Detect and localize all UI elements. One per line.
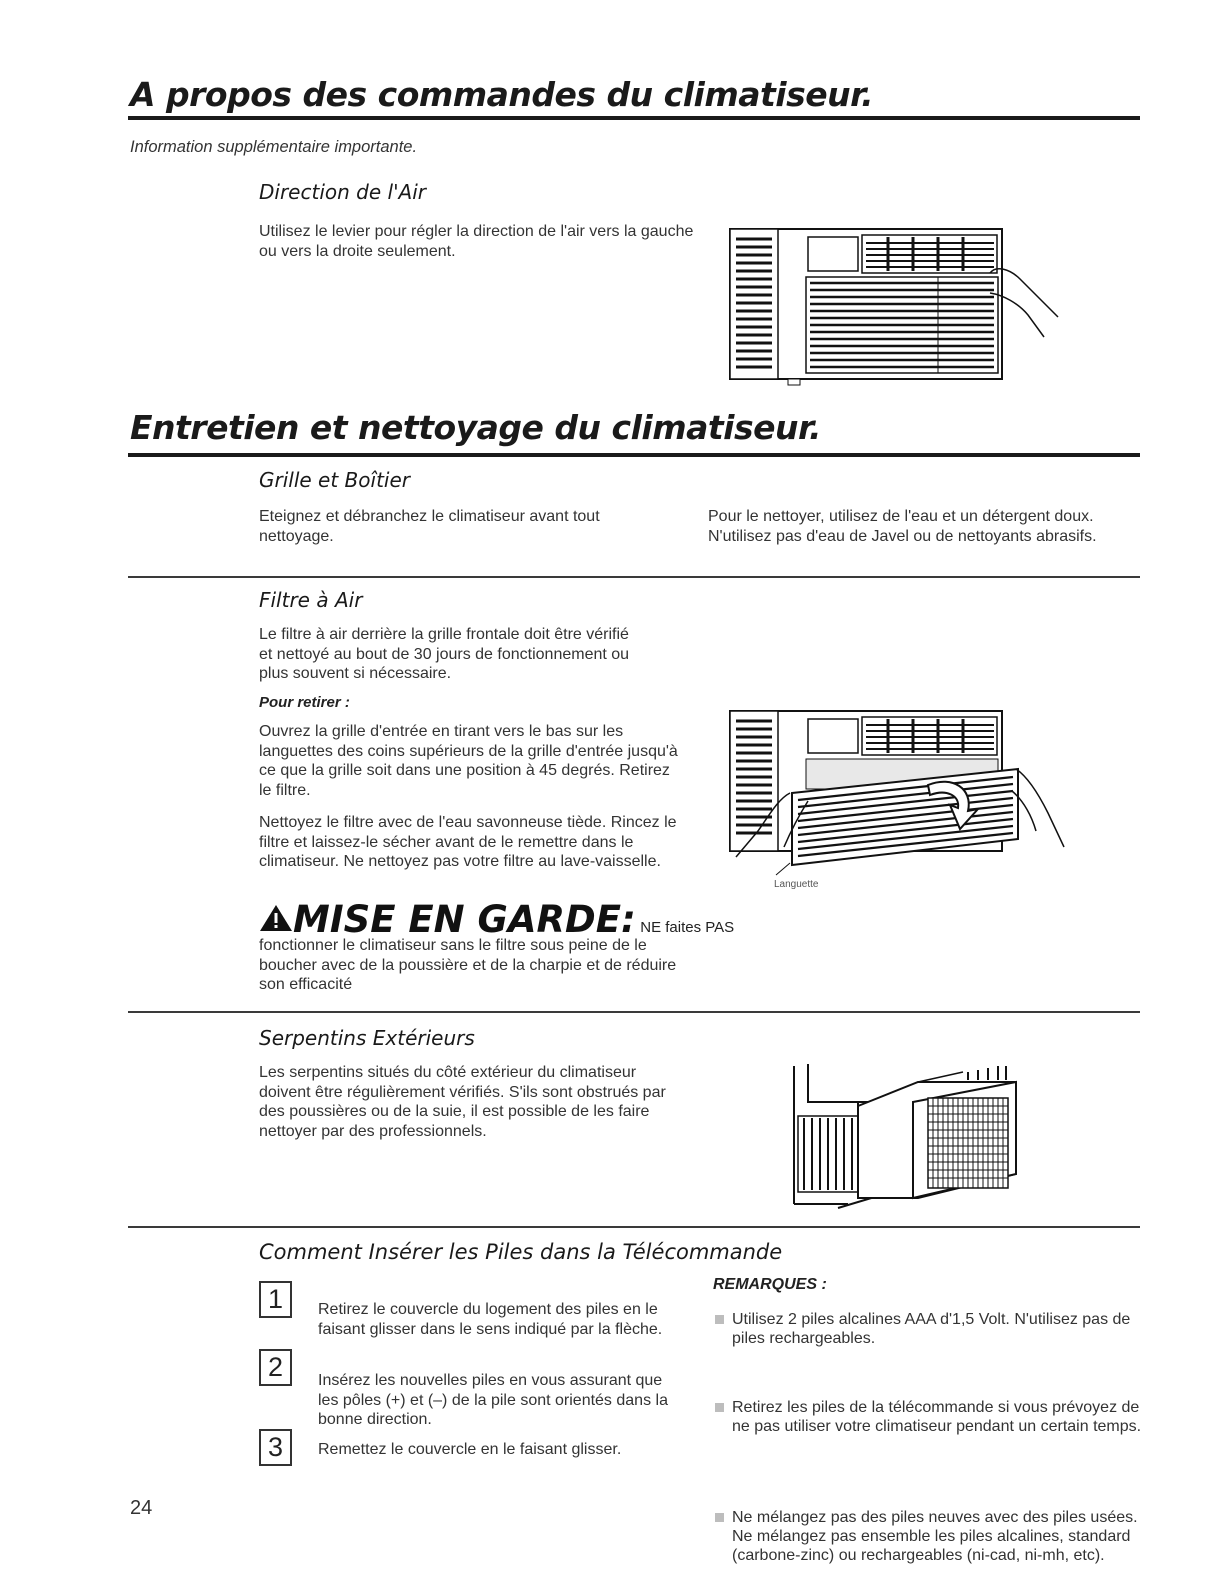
step-text-1: Retirez le couvercle du logement des piles en le faisant glisser dans le sens indiqué par la flèche. — [318, 1301, 663, 1338]
step-number-3: 3 — [259, 1429, 292, 1466]
caution-text: fonctionner le climatiseur sans le filtre sous peine de le boucher avec de la poussière et de la charpie et de réduire son efficacité — [259, 937, 677, 993]
section-divider — [128, 576, 1140, 578]
note-item — [713, 1310, 1152, 1348]
outdoor-coils-illustration — [788, 1054, 1028, 1212]
title-rule — [128, 116, 1140, 120]
section-divider — [128, 1226, 1140, 1228]
warning-triangle-icon — [259, 904, 293, 932]
clean-text: Nettoyez le filtre avec de l'eau savonneuse tiède. Rincez le filtre et laissez-le sécher avant de le remettre dans le climatiseur. Ne nettoyez pas votre filtre au lave-vaisselle. — [259, 814, 677, 870]
remove-label: Pour retirer : — [259, 694, 350, 711]
title-rule — [128, 453, 1140, 457]
notes-title: REMARQUES : — [713, 1276, 827, 1293]
ac-filter-removal-illustration — [728, 707, 1068, 877]
note-text: Retirez les piles de la télécommande si vous prévoyez de ne pas utiliser votre climatiseur pendant un certain temps. — [732, 1399, 1142, 1435]
bullet-square-icon — [715, 1403, 724, 1412]
caution-title: MISE EN GARDE: — [293, 898, 636, 941]
section-divider — [128, 1011, 1140, 1013]
coils-text: Les serpentins situés du côté extérieur du climatiseur doivent être régulièrement vérifiés. S'ils sont obstrués par des poussières ou de la suie, il est possible de les faire nettoyer par des professionnels. — [259, 1064, 666, 1140]
grille-text-left: Eteignez et débranchez le climatiseur avant tout nettoyage. — [259, 508, 600, 545]
section1-intro: Information supplémentaire importante. — [130, 138, 418, 156]
step-text-3: Remettez le couvercle en le faisant glisser. — [318, 1441, 622, 1458]
ac-unit-louver-illustration — [728, 225, 1068, 390]
step-number-2: 2 — [259, 1349, 292, 1386]
tab-caption: Languette — [774, 879, 819, 890]
step-text-2: Insérez les nouvelles piles en vous assurant que les pôles (+) et (–) de la pile sont orientés dans la bonne direction. — [318, 1372, 668, 1428]
caution-lead: NE faites PAS — [640, 919, 735, 936]
air-direction-text: Utilisez le levier pour régler la direction de l'air vers la gauche ou vers la droite seulement. — [259, 223, 694, 260]
filter-text: Le filtre à air derrière la grille frontale doit être vérifié et nettoyé au bout de 30 jours de fonctionnement ou plus souvent si nécessaire. — [259, 626, 630, 682]
coils-heading: Serpentins Extérieurs — [259, 1026, 475, 1050]
note-text: Utilisez 2 piles alcalines AAA d'1,5 Volt. N'utilisez pas de piles rechargeables. — [732, 1311, 1131, 1347]
note-text: Ne mélangez pas des piles neuves avec des piles usées. Ne mélangez pas ensemble les piles alcalines, standard (carbone-zinc) ou rechargeables (ni-cad, ni-mh, etc). — [732, 1509, 1138, 1564]
bullet-square-icon — [715, 1513, 724, 1522]
grille-text-right: Pour le nettoyer, utilisez de l'eau et un détergent doux. N'utilisez pas d'eau de Javel ou de nettoyants abrasifs. — [708, 508, 1097, 545]
step-number-1: 1 — [259, 1281, 292, 1318]
air-direction-heading: Direction de l'Air — [259, 180, 427, 204]
note-item — [713, 1398, 1152, 1436]
page-number: 24 — [130, 1497, 153, 1519]
section1-title: A propos des commandes du climatiseur. — [130, 75, 874, 114]
note-item — [713, 1508, 1152, 1565]
caution-block — [259, 898, 734, 941]
batteries-heading: Comment Insérer les Piles dans la Télécommande — [259, 1240, 783, 1264]
filter-heading: Filtre à Air — [259, 588, 363, 612]
grille-heading: Grille et Boîtier — [259, 468, 410, 492]
section2-title: Entretien et nettoyage du climatiseur. — [130, 408, 822, 447]
remove-text: Ouvrez la grille d'entrée en tirant vers le bas sur les languettes des coins supérieurs de la grille d'entrée jusqu'à ce que la grille soit dans une position à 45 degrés. Retirez le filtre. — [259, 723, 678, 799]
bullet-square-icon — [715, 1315, 724, 1324]
